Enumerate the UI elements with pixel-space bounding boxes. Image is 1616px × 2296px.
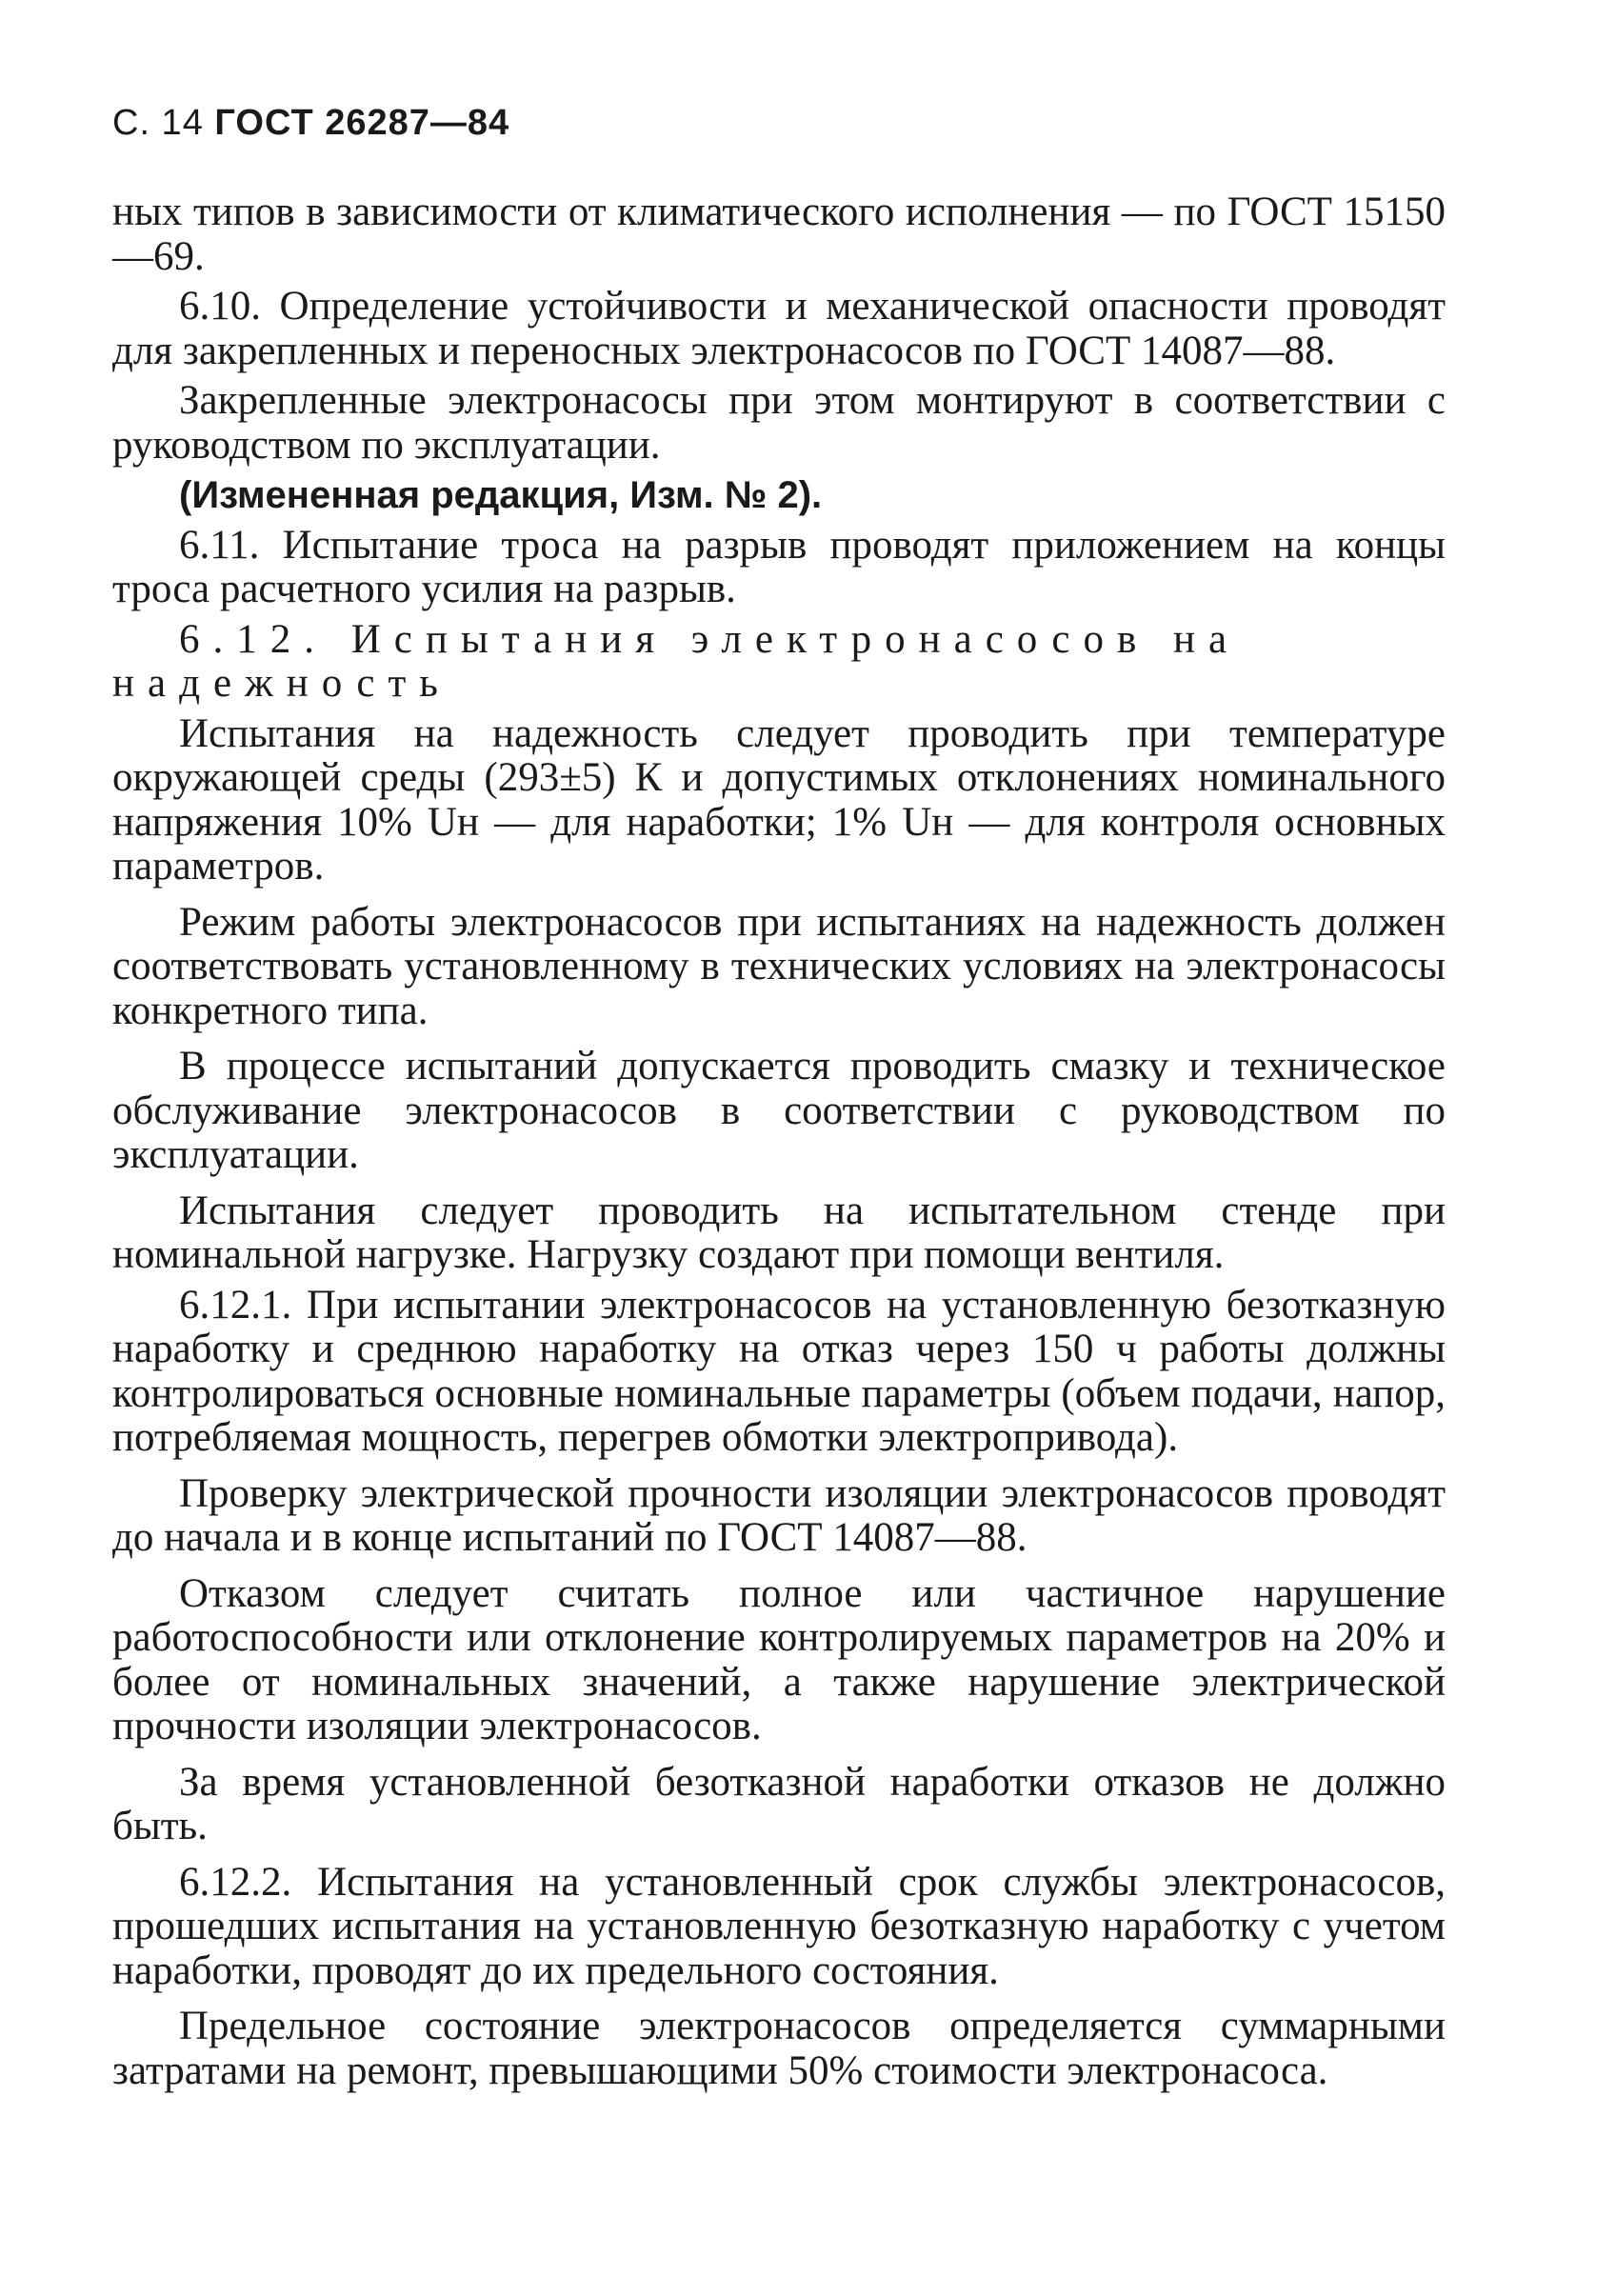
paragraph: Отказом следует считать полное или частичное нарушение работоспособности или отклонение контролируемых параметров на 20% и более от номинальных значений, а также нарушение электрической прочности изоляции электронасосов. [112, 1570, 1446, 1748]
paragraph: Режим работы электронасосов при испытаниях на надежность должен соответствовать установленному в технических условиях на электронасосы конкретного типа. [112, 899, 1446, 1033]
standard-number: ГОСТ 26287—84 [214, 103, 510, 143]
paragraph: Проверку электрической прочности изоляции электронасосов проводят до начала и в конце испытаний по ГОСТ 14087—88. [112, 1470, 1446, 1560]
paragraph: В процессе испытаний допускается проводить смазку и техническое обслуживание электронасосов в соответствии с руководством по эксплуатации. [112, 1044, 1446, 1177]
paragraph: 6.10. Определение устойчивости и механической опасности проводят для закрепленных и переносных электронасосов по ГОСТ 14087—88. [112, 284, 1446, 373]
document-body [112, 190, 1446, 2099]
page-header [112, 103, 509, 144]
paragraph: 6.12.2. Испытания на установленный срок службы электронасосов, прошедших испытания на установленную безотказную наработку с учетом наработки, проводят до их предельного состояния. [112, 1859, 1446, 1993]
amendment-note: (Измененная редакция, Изм. № 2). [179, 474, 823, 516]
paragraph: За время установленной безотказной наработки отказов не должно быть. [112, 1759, 1446, 1848]
paragraph: Предельное состояние электронасосов определяется суммарными затратами на ремонт, превышающими 50% стоимости электронасоса. [112, 2004, 1446, 2093]
page-number: С. 14 [112, 103, 204, 143]
paragraph: ных типов в зависимости от климатического исполнения — по ГОСТ 15150—69. [112, 190, 1446, 279]
section-heading: 6.12. Испытания электронасосов на надежность [112, 616, 1241, 706]
paragraph: Испытания следует проводить на испытательном стенде при номинальной нагрузке. Нагрузку создают при помощи вентиля. [112, 1188, 1446, 1277]
paragraph: 6.12.1. При испытании электронасосов на установленную безотказную наработку и среднюю наработку на отказ через 150 ч работы должны контролироваться основные номинальные параметры (объем подачи, напор, потребляемая мощность, перегрев обмотки электропривода). [112, 1282, 1446, 1460]
paragraph: Закрепленные электронасосы при этом монтируют в соответствии с руководством по эксплуатации. [112, 378, 1446, 468]
paragraph: Испытания на надежность следует проводить при температуре окружающей среды (293±5) К и допустимых отклонениях номинального напряжения 10% Uн — для наработки; 1% Uн — для контроля основных параметров. [112, 710, 1446, 888]
paragraph: 6.11. Испытание троса на разрыв проводят приложением на концы троса расчетного усилия на разрыв. [112, 522, 1446, 611]
